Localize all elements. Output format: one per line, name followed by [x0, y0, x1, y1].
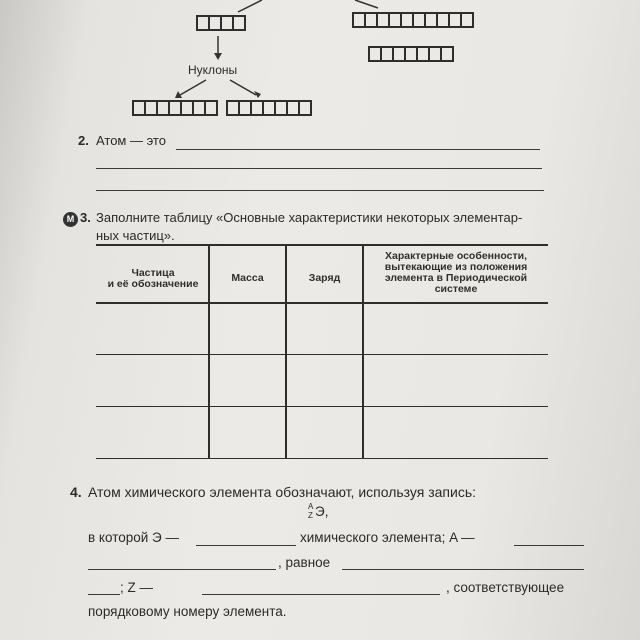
q2-text: Атом — это — [96, 133, 166, 148]
q4-line4: порядковому номеру элемента. — [88, 604, 287, 619]
table-cell-r1-c4[interactable] — [365, 306, 545, 352]
table-header-particle: Частица и её обозначение — [107, 267, 199, 290]
q4-line3-prefix: ; Z — — [120, 580, 153, 595]
answer-cells-nucleus[interactable] — [196, 15, 246, 31]
answer-cells-electron-shell[interactable] — [352, 12, 474, 28]
table-header-charge: Заряд — [308, 272, 341, 284]
table-cell-r1-c1[interactable] — [98, 306, 206, 352]
table-row-line-3 — [96, 458, 548, 459]
q4-blank-4[interactable] — [342, 569, 584, 570]
table-cell-r2-c1[interactable] — [98, 358, 206, 404]
q2-number: 2. — [78, 133, 89, 148]
answer-cells-electrons[interactable] — [368, 46, 454, 62]
q2-answer-line-2[interactable] — [96, 168, 542, 169]
diagram-arrows — [0, 0, 640, 120]
table-row-line-1 — [96, 354, 548, 355]
q4-line1-prefix: в которой Э — — [88, 530, 179, 545]
table-top-border — [96, 244, 548, 246]
table-cell-r2-c3[interactable] — [288, 358, 360, 404]
q4-text: Атом химического элемента обозначают, используя запись: — [88, 484, 477, 500]
table-cell-r2-c2[interactable] — [211, 358, 283, 404]
q4-line2-mid: , равное — [278, 555, 331, 570]
q2-answer-line-1[interactable] — [176, 149, 540, 150]
table-row-line-2 — [96, 406, 548, 407]
table-cell-r2-c4[interactable] — [365, 358, 545, 404]
notation-mass-number: A — [308, 502, 314, 511]
table-header-border — [96, 302, 548, 304]
isotope-notation — [305, 502, 345, 526]
table-cell-r3-c1[interactable] — [98, 410, 206, 456]
answer-cells-protons[interactable] — [132, 100, 218, 116]
q4-blank-1[interactable] — [196, 545, 296, 546]
q4-blank-5[interactable] — [88, 594, 120, 595]
table-cell-r3-c2[interactable] — [211, 410, 283, 456]
q2-answer-line-3[interactable] — [96, 190, 544, 191]
q3-text-line2: ных частиц». — [96, 228, 175, 243]
exercise-marker-icon: М — [63, 212, 78, 227]
nucleons-label: Нуклоны — [188, 63, 238, 77]
q4-line3-suffix: , соответствующее — [446, 580, 565, 595]
table-cell-r1-c3[interactable] — [288, 306, 360, 352]
notation-element-symbol: Э, — [315, 504, 329, 519]
q3-number: 3. — [80, 210, 91, 225]
q4-blank-6[interactable] — [202, 594, 440, 595]
answer-cells-neutrons[interactable] — [226, 100, 312, 116]
table-header-features: Характерные особенности, вытекающие из положения элемента в Периодической системе — [384, 250, 528, 295]
table-cell-r1-c2[interactable] — [211, 306, 283, 352]
table-cell-r3-c4[interactable] — [365, 410, 545, 456]
q3-text-line1: Заполните таблицу «Основные характеристики некоторых элементар- — [96, 210, 523, 225]
table-cell-r3-c3[interactable] — [288, 410, 360, 456]
table-header-mass: Масса — [231, 272, 264, 284]
q4-blank-3[interactable] — [88, 569, 276, 570]
notation-atomic-number: Z — [308, 511, 313, 520]
q4-line1-mid: химического элемента; A — — [300, 530, 475, 545]
q4-blank-2[interactable] — [514, 545, 584, 546]
q4-number: 4. — [70, 484, 82, 500]
